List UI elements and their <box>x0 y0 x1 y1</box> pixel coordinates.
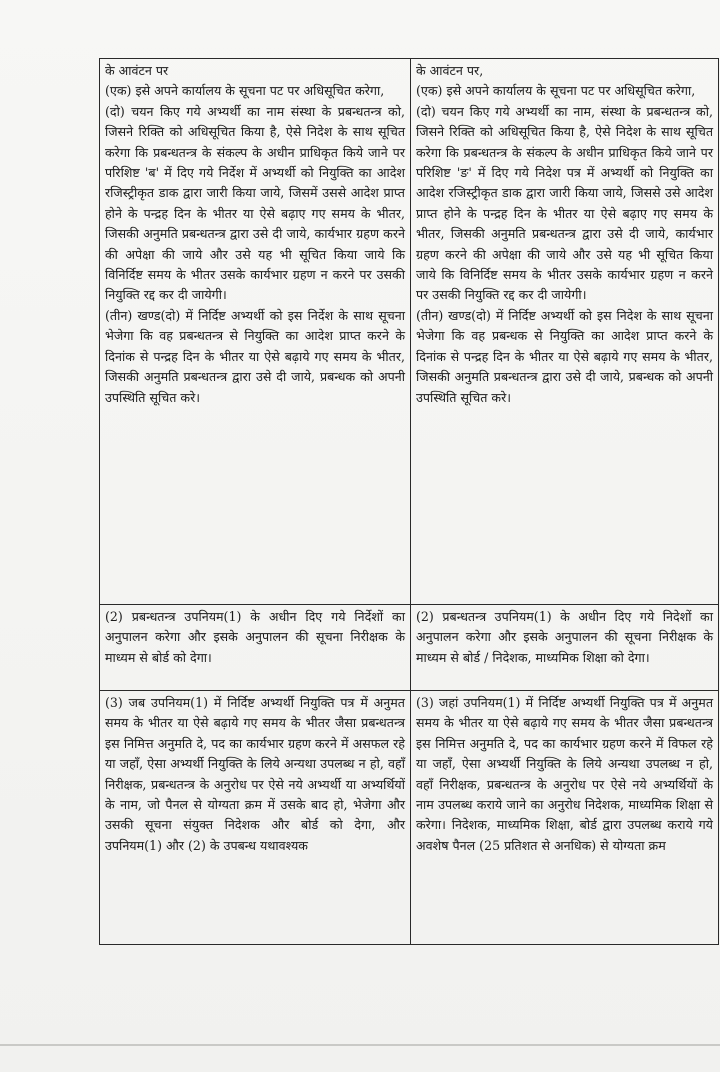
paragraph: के आवंटन पर, <box>416 63 484 78</box>
right-cell <box>411 59 719 605</box>
paragraph: के आवंटन पर <box>105 63 169 78</box>
page-divider <box>0 1044 720 1046</box>
paragraph: (दो) चयन किए गये अभ्यर्थी का नाम संस्था के प्रबन्धतन्त्र को, जिसने रिक्ति को अधिसूचित किया है, ऐसे निदेश के साथ सूचित करेगा कि प्रबन्धतन्त्र के संकल्प के अधीन प्राधिकृत किये जाने पर परिशिष्ट 'ब' में दिए गये निर्देश में अभ्यर्थी को नियुक्ति का आदेश रजिस्ट्रीकृत डाक द्वारा जारी किया जाये, जिसमें उससे आदेश प्राप्त होने के पन्द्रह दिन के भीतर या ऐसे बढ़ाए गए समय के भीतर, जिसकी अनुमति प्रबन्धतन्त्र द्वारा उसे दी जाये, कार्यभार ग्रहण करने की अपेक्षा की जाये और उसे यह भी सूचित किया जाये कि विनिर्दिष्ट समय के भीतर उसके कार्यभार ग्रहण न करने पर उसकी नियुक्ति रद्द कर दी जायेगी। <box>105 103 405 303</box>
left-cell <box>100 59 411 605</box>
comparison-table <box>99 58 719 945</box>
right-cell <box>411 691 719 945</box>
paragraph: (दो) चयन किए गये अभ्यर्थी का नाम, संस्था के प्रबन्धतन्त्र को, जिसने रिक्ति को अधिसूचित किया है, ऐसे निदेश के साथ सूचित करेगा कि प्रबन्धतन्त्र के संकल्प के अधीन प्राधिकृत किये जाने पर परिशिष्ट 'ङ' में दिए गये निदेश पत्र में अभ्यर्थी को नियुक्ति का आदेश रजिस्ट्रीकृत डाक द्वारा जारी किया जाये, जिससे उसे आदेश प्राप्त होने के पन्द्रह दिन के भीतर या ऐसे बढ़ाए गए समय के भीतर, जिसकी अनुमति प्रबन्धतन्त्र द्वारा उसे दी जाये, कार्यभार ग्रहण करने की अपेक्षा की जाये और उसे यह भी सूचित किया जाये कि विनिर्दिष्ट समय के भीतर उसके कार्यभार ग्रहण न करने पर उसकी नियुक्ति रद्द कर दी जायेगी। <box>416 103 713 303</box>
paragraph: (तीन) खण्ड(दो) में निर्दिष्ट अभ्यर्थी को इस निदेश के साथ सूचना भेजेगा कि वह प्रबन्धक से नियुक्ति का आदेश प्राप्त करने के दिनांक से पन्द्रह दिन के भीतर या ऐसे बढ़ाये गए समय के भीतर, जिसकी अनुमति प्रबन्धतन्त्र द्वारा उसे दी जाये, प्रबन्धक को अपनी उपस्थिति सूचित करे। <box>416 307 713 405</box>
paragraph: (2) प्रबन्धतन्त्र उपनियम(1) के अधीन दिए गये निदेशों का अनुपालन करेगा और इसके अनुपालन की सूचना निरीक्षक के माध्यम से बोर्ड / निदेशक, माध्यमिक शिक्षा को देगा। <box>416 609 713 665</box>
paragraph: (3) जब उपनियम(1) में निर्दिष्ट अभ्यर्थी नियुक्ति पत्र में अनुमत समय के भीतर या ऐसे बढ़ाये गए समय के भीतर जैसा प्रबन्धतन्त्र इस निमित्त अनुमति दे, पद का कार्यभार ग्रहण करने में असफल रहे या जहाँ, ऐसा अभ्यर्थी नियुक्ति के लिये अन्यथा उपलब्ध न हो, वहाँ निरीक्षक, प्रबन्धतन्त्र के अनुरोध पर ऐसे नये अभ्यर्थी या अभ्यर्थियों के नाम, जो पैनल से योग्यता क्रम में उसके बाद हो, भेजेगा और उसकी सूचना संयुक्त निदेशक और बोर्ड को देगा, और उपनियम(1) और (2) के उपबन्ध यथावश्यक <box>105 695 405 853</box>
table-row <box>100 59 719 605</box>
left-cell <box>100 605 411 691</box>
left-cell <box>100 691 411 945</box>
paragraph: (एक) इसे अपने कार्यालय के सूचना पट पर अधिसूचित करेगा, <box>105 83 385 99</box>
paragraph: (2) प्रबन्धतन्त्र उपनियम(1) के अधीन दिए गये निर्देशों का अनुपालन करेगा और इसके अनुपालन की सूचना निरीक्षक के माध्यम से बोर्ड को देगा। <box>105 609 405 665</box>
paragraph: (3) जहां उपनियम(1) में निर्दिष्ट अभ्यर्थी नियुक्ति पत्र में अनुमत समय के भीतर या ऐसे बढ़ाये गए समय के भीतर जैसा प्रबन्धतन्त्र इस निमित्त अनुमति दे, पद का कार्यभार ग्रहण करने में विफल रहे या जहाँ, ऐसा अभ्यर्थी नियुक्ति के लिये अन्यथा उपलब्ध न हो, वहाँ निरीक्षक, प्रबन्धतन्त्र के अनुरोध पर ऐसे नये अभ्यर्थियों के नाम उपलब्ध कराये जाने का अनुरोध निदेशक, माध्यमिक शिक्षा से करेगा। निदेशक, माध्यमिक शिक्षा, बोर्ड द्वारा उपलब्ध कराये गये अवशेष पैनल (25 प्रतिशत से अनधिक) से योग्यता क्रम <box>416 695 713 853</box>
paragraph: (तीन) खण्ड(दो) में निर्दिष्ट अभ्यर्थी को इस निर्देश के साथ सूचना भेजेगा कि वह प्रबन्धतन्त्र से नियुक्ति का आदेश प्राप्त करने के दिनांक से पन्द्रह दिन के भीतर या ऐसे बढ़ाये गए समय के भीतर, जिसकी अनुमति प्रबन्धतन्त्र द्वारा उसे दी जाये, प्रबन्धक को अपनी उपस्थिति सूचित करे। <box>105 307 405 405</box>
right-cell <box>411 605 719 691</box>
table-row <box>100 605 719 691</box>
paragraph: (एक) इसे अपने कार्यालय के सूचना पट पर अधिसूचित करेगा, <box>416 83 696 99</box>
table-row <box>100 691 719 945</box>
